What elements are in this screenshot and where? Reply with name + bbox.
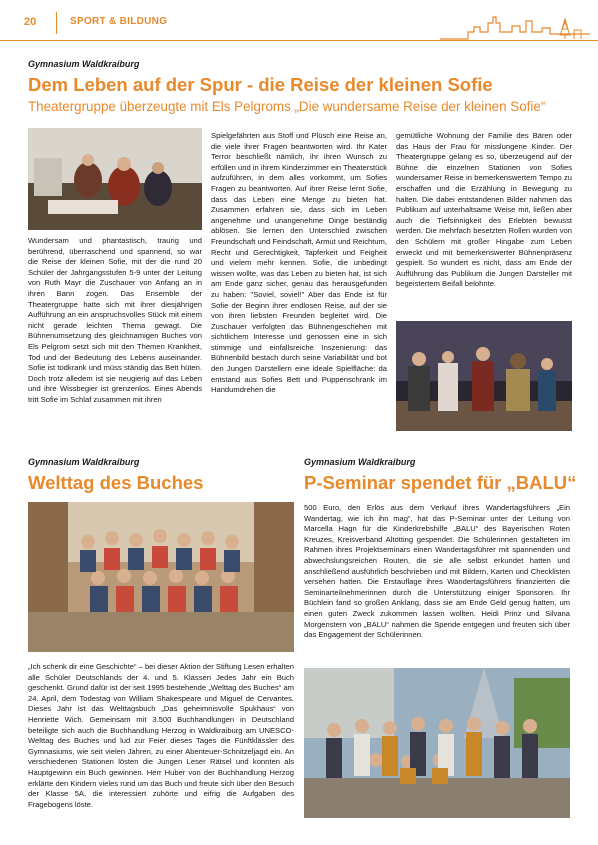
article2-kicker: Gymnasium Waldkraiburg xyxy=(28,457,140,467)
header-divider xyxy=(56,12,57,34)
theater-stage-photo xyxy=(28,128,202,230)
article3-kicker: Gymnasium Waldkraiburg xyxy=(304,457,416,467)
article1-column-2: Spielgefährten aus Stoff und Plüsch eine Reise an, die viele ihrer Fragen beantworten wird. Ihr Kater Terror beschließt nämlich, ihr ihren Wunsch zu erfüllen und in ihrem Kinderzimmer ein Theaterstück aufzuführen, in dem alles vorkommt, um Sofies Fragen zu beantworten. Auf ihrer Reise lernt Sofie, dass das Leben eine Menge zu bieten hat. Zusammen erfahren sie, dass sich im Leben angenehme und unangenehme Dinge beständig ablösen. Sie lernen den Unterschied zwischen Freundschaft und Feindschaft, Armut und Reichtum, Recht und Gerechtigkeit, Tapferkeit und Feigheit und vielem mehr kennen. Sofie, die unbedingt wissen wollte, was das Leben zu bieten hat, ist sich am Ende ganz sicher, genau das herausgefunden zu haben: "Soviel, soviel!" Aber das Ende ist für Sofie der Beginn ihrer endlosen Reise, auf der sie von ihren liebsten Freunden begleitet wird. Die Zuschauer verfolgten das Bühnengeschehen mit sichtlichem Interesse und genossen eine in sich stimmige und einfallsreiche Inszenierung: das Bühnenbild bestach durch seine Variabilität und bot den Jungen Darstellern eine ideale Spielfläche: da entstand aus Sofies Bett und Puppenschrank im Handumdrehen die xyxy=(211,131,387,395)
article2-headline: Welttag des Buches xyxy=(28,472,204,493)
article1-column-1: Wundersam und phantastisch, traurig und berührend, überraschend und spannend, so war die Reise der kleinen Sofie, mit der die rund 20 Schüler der Jahrgangsstufen 5-9 unter der Leitung von Ruth Mayr die Zuschauer von Anfang an in ihren Bann zogen. Das Ensemble der Theatergruppe hatte sich mit ihrer diesjährigen Aufführung an ein anspruchsvolles Stück mit einem nicht gerade leichten Thema gewagt. Die Bühnenumsetzung des gleichnamigen Buches von Els Pelgrom setzt sich mit den Themen Krankheit, Tod und der Bedeutung des Lebens auseinander. Sofie ist todkrank und müss ständig das Bett hüten. Doch trotz alledem ist sie neugierig auf das Leben und ihre Wissbegier ist grenzenlos. Eines Abends tritt Sofie im Schlaf zusammen mit ihren xyxy=(28,236,202,404)
town-skyline-logo xyxy=(440,8,590,42)
article1-column-3: gemütliche Wohnung der Familie des Bären oder das Haus der Frau für misslungene Kinder. Der Theatergruppe gelang es so, überzeugend auf der Bühne die einzelnen Stationen von Sofies wundersamer Reise in bemerkenswertem Tempo zu erschaffen und die Erzählung in Bewegung zu halten. Die dabei entstandenen Bilder nahmen das Publikum auf unterhaltsame Weise mit, ließen aber auch die Tiefsinnigkeit des Erlebten bewusst werden. Die mehrfach besetzten Rollen wurden von den Schülern mit großer Hingabe zum Leben erweckt und mit bemerkenswerter Bühnenpräsenz gespielt. So wundert es nicht, dass am Ende der Aufführung das Publikum die Jungen Darsteller mit begeistertem Beifall belohnte. xyxy=(396,131,572,289)
section-title: SPORT & BILDUNG xyxy=(70,16,168,27)
article2-body: „Ich schenk dir eine Geschichte“ – bei dieser Aktion der Stiftung Lesen erhalten alle Schüler Deutschlands der 4. und 5. Klassen Jedes Jahr ein Buch geschenkt. Grund dafür ist der seit 1995 bestehende „Welttag des Buches“ am 24. April, dem Todestag von William Shakespeare und Miguel de Cervantes. Dieses Jahr ist das Welttagsbuch „Das geheimnisvolle Spukhaus“ von Henriette Wich. Gemeinsam mit 3.500 Buchhandlungen in Deutschland beteiligte sich auch die Buchhandlung Herzog in Waldkraiburg am UNESCO-Welttag des Buches und lud zur Feier dieses Tages die Fünftklässler des Gymnasiums, wie seit vielen Jahren, zu einer Abenteuer-Schnitzeljagd ein. An verschiedenen Stationen lösten die Jungen Leser Rätsel und konnten als Hauptgewinn ein Buch gewinnen. Herr Huber von der Buchhandlung Herzog erklärte den Kindern vieles rund um das Buch und freute sich über den Besuch der Klasse 5A, die interessiert zuhörte und eifrig die Aufgaben des Fragebogens löste. xyxy=(28,662,294,809)
donation-group-photo xyxy=(304,668,570,818)
theater-cast-photo xyxy=(396,321,572,431)
page-number: 20 xyxy=(24,16,37,28)
article3-body: 500 Euro, den Erlös aus dem Verkauf ihres Wandertagsführers „Ein Wandertag, wie ich ihn mag“, hat das P-Seminar unter der Leitung von Marcella Hagn für die Kinderkrebshilfe „BALU“ des Bayerischen Roten Kreuzes, Kreisverband Altötting gespendet. Die Schülerinnen gestalteten im Rahmen ihres Projektseminars einen Wandertagsführer mit spannenden und abwechslungsreichen Routen, die sie alle selbst erkundet hatten und anschließend ausführlich beschrieben und mit Bildern, Karten und Checklisten versehen hatten. Die Erstauflage ihres Wandertagsführers finanzierten die Seminarteilnehmerinnen durch die Unterstützung einiger Sponsoren. Ihr Büchlein fand so großen Anklang, dass sie am Ende Geld genug hatten, um einen guten Zweck zukommen lassen wollten. Heidi Prinz und Silvana Morgenstern von „BALU“ nahmen die Spende entgegen und freuten sich über das Engagement der Schülerinnen. xyxy=(304,503,570,640)
header-rule xyxy=(0,40,598,41)
book-day-class-photo xyxy=(28,502,294,652)
article3-headline: P-Seminar spendet für „BALU“ xyxy=(304,472,577,493)
article1-kicker: Gymnasium Waldkraiburg xyxy=(28,59,140,69)
article1-subhead: Theatergruppe überzeugte mit Els Pelgroms „Die wundersame Reise der kleinen Sofie“ xyxy=(28,99,546,114)
article1-headline: Dem Leben auf der Spur - die Reise der kleinen Sofie xyxy=(28,74,493,95)
